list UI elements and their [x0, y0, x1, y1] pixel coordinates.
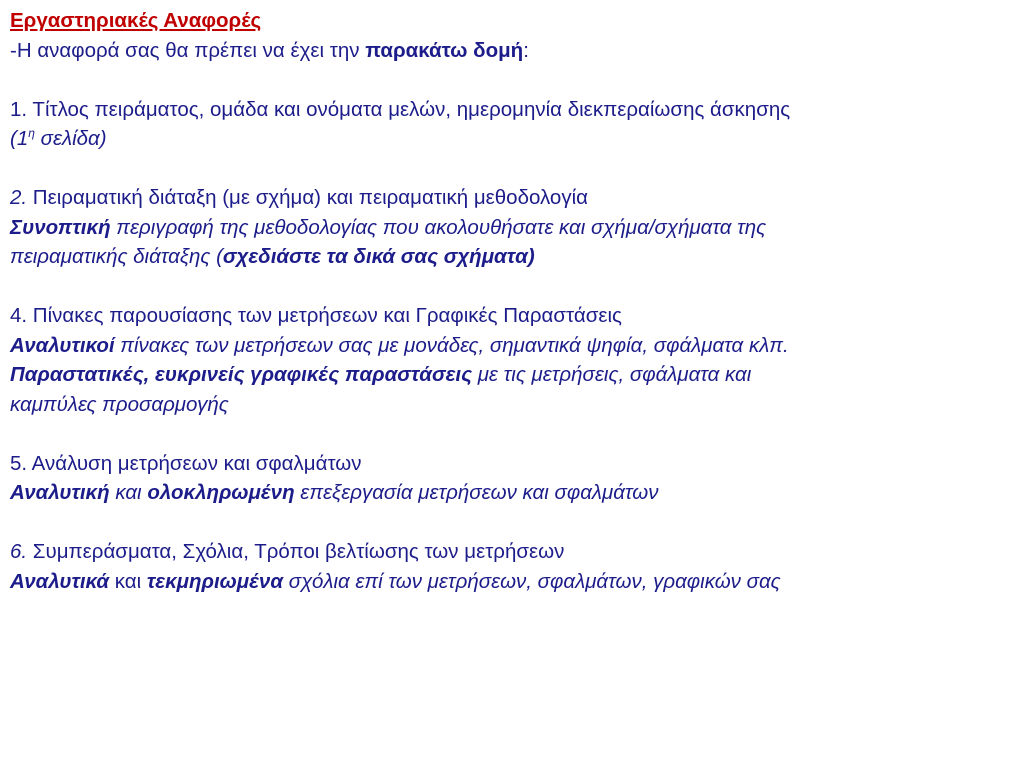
intro-bold: παρακάτω δομή — [365, 38, 524, 62]
section-6-desc-rest: σχόλια επί των μετρήσεων, σφαλμάτων, γραφικών σας — [283, 569, 781, 593]
page-title: Εργαστηριακές Αναφορές — [10, 9, 262, 32]
section-5-heading-text: 5. Ανάλυση μετρήσεων και σφαλμάτων — [10, 451, 362, 475]
section-2-desc-2-bold: σχεδιάστε τα δικά σας σχήματα) — [222, 245, 535, 268]
section-5-heading — [10, 449, 1014, 479]
section-4-desc-2-bold: Παραστατικές, ευκρινείς γραφικές παραστάσεις — [10, 363, 472, 386]
section-4-desc-1-rest: πίνακες των μετρήσεων σας με μονάδες, σημαντικά ψηφία, σφάλματα κλπ. — [114, 333, 789, 357]
section-4-desc-2 — [10, 360, 1014, 390]
section-5-desc-rest: επεξεργασία μετρήσεων και σφαλμάτων — [294, 481, 659, 504]
section-5-desc-bold-2: ολοκληρωμένη — [147, 481, 295, 504]
section-2-desc-1-bold: Συνοπτική — [10, 215, 111, 239]
intro-suffix: : — [523, 38, 529, 62]
section-2-number: 2. — [10, 186, 28, 209]
section-4-desc-1-bold: Αναλυτικοί — [10, 333, 115, 357]
section-4-desc-2-rest: με τις μετρήσεις, σφάλματα και — [472, 363, 752, 386]
section-1-note — [10, 124, 1014, 154]
section-2-desc-1 — [10, 213, 1014, 243]
section-5-desc-bold-1: Αναλυτική — [10, 481, 110, 504]
intro-line — [10, 36, 1014, 66]
slide — [10, 6, 1014, 596]
spacer — [10, 65, 1014, 95]
title-line — [10, 6, 1014, 36]
section-1-note-sup: η — [28, 126, 35, 140]
section-4-desc-1 — [10, 331, 1014, 361]
section-5-desc-mid: και — [109, 481, 148, 504]
section-5-desc — [10, 478, 1014, 508]
section-1-heading-text: 1. Τίτλος πειράματος, ομάδα και ονόματα μελών, ημερομηνία διεκπεραίωσης άσκησης — [10, 97, 791, 121]
section-6-number: 6. — [10, 540, 28, 563]
section-2-desc-2-rest: πειραματικής διάταξης ( — [10, 245, 223, 268]
section-6-desc — [10, 567, 1014, 597]
section-6-heading — [10, 537, 1014, 567]
section-2-desc-1-rest: περιγραφή της μεθοδολογίας που ακολουθήσατε και σχήμα/σχήματα της — [110, 215, 767, 239]
section-2-desc-2 — [10, 242, 1014, 272]
section-1-note-close: σελίδα) — [34, 127, 107, 150]
section-1-heading — [10, 95, 1014, 125]
section-6-desc-bold-2: τεκμηριωμένα — [146, 569, 284, 593]
section-2-heading — [10, 183, 1014, 213]
section-1-note-open: (1 — [10, 127, 29, 150]
spacer — [10, 272, 1014, 302]
section-4-desc-3 — [10, 390, 1014, 420]
section-4-heading-text: 4. Πίνακες παρουσίασης των μετρήσεων και Γραφικές Παραστάσεις — [10, 304, 622, 327]
spacer — [10, 419, 1014, 449]
section-6-desc-bold-1: Αναλυτικά — [10, 569, 110, 593]
spacer — [10, 508, 1014, 538]
section-2-heading-text: Πειραματική διάταξη (με σχήμα) και πειραματική μεθοδολογία — [27, 186, 588, 209]
section-6-desc-mid: και — [109, 569, 147, 593]
section-4-desc-3-rest: καμπύλες προσαρμογής — [10, 392, 229, 416]
intro-prefix: -Η αναφορά σας θα πρέπει να έχει την — [10, 38, 366, 62]
section-6-heading-text: Συμπεράσματα, Σχόλια, Τρόποι βελτίωσης των μετρήσεων — [27, 540, 565, 563]
spacer — [10, 154, 1014, 184]
section-4-heading — [10, 301, 1014, 331]
